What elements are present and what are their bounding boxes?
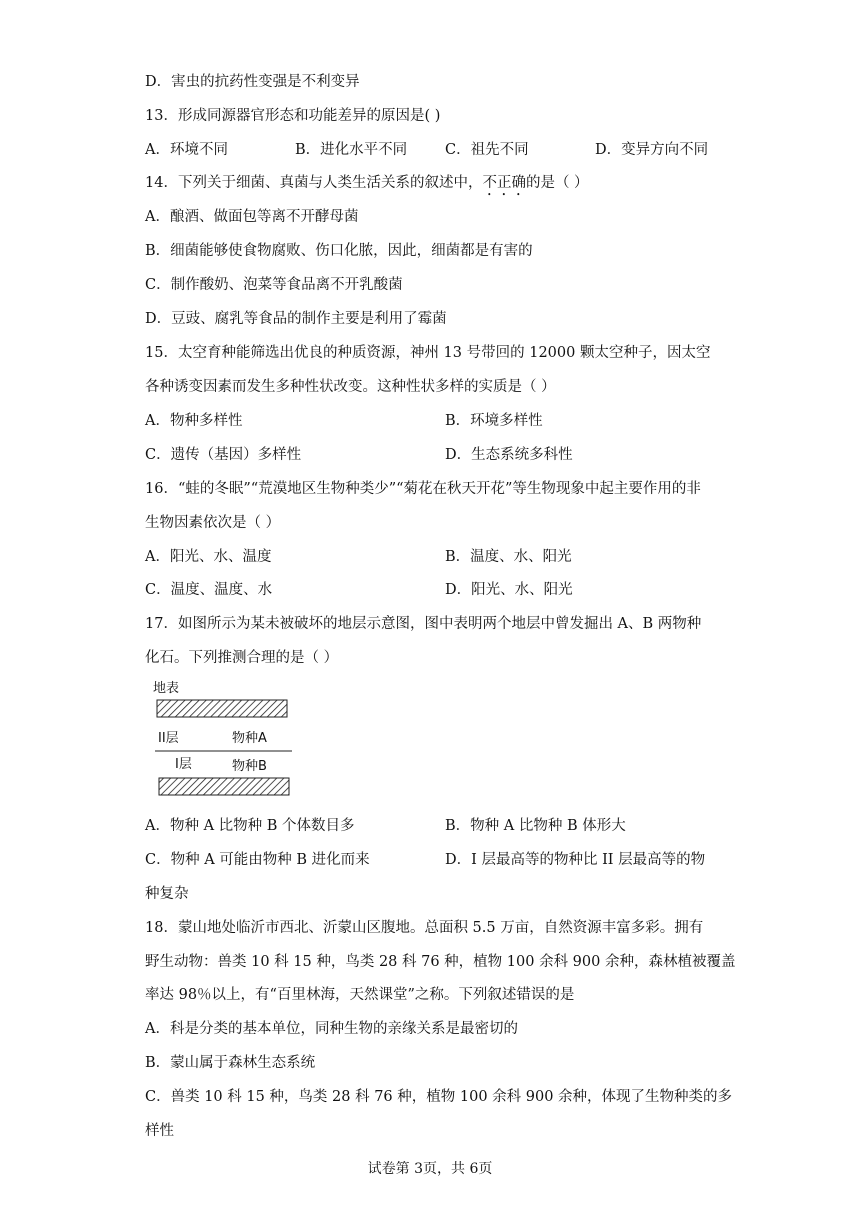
q18-option-c-line2: 样性 [145,1123,174,1139]
layer2-label: II层 [158,731,179,746]
q13-option-d: D．变异方向不同 [595,142,709,158]
q14-stem-emphasis: 不正确 [482,175,526,191]
q14-stem-before: 14．下列关于细菌、真菌与人类生活关系的叙述中， [145,175,483,191]
q15-option-b: B．环境多样性 [445,413,543,429]
q15-option-a: A．物种多样性 [145,413,243,429]
q17-option-c: C．物种 A 可能由物种 B 进化而来 [145,852,370,868]
q13-option-a: A．环境不同 [145,142,228,158]
q17-option-d-line1: D．I 层最高等的物种比 II 层最高等的物 [445,852,706,868]
surface-label: 地表 [153,681,180,696]
q16-stem-line2: 生物因素依次是（ ） [145,515,281,531]
q15-stem-line2: 各种诱变因素而发生多种性状改变。这种性状多样的实质是（ ） [145,379,556,395]
q14-option-d: D．豆豉、腐乳等食品的制作主要是利用了霉菌 [145,311,447,327]
q14-option-c: C．制作酸奶、泡菜等食品离不开乳酸菌 [145,277,403,293]
q18-option-b: B．蒙山属于森林生态系统 [145,1055,316,1071]
layer1-species: 物种B [232,759,267,774]
layer1-label: I层 [175,757,192,772]
q12-option-d: D．害虫的抗药性变强是不利变异 [145,74,360,90]
q13-option-b: B．进化水平不同 [295,142,408,158]
stratum-diagram-svg [150,678,300,800]
page-footer: 试卷第 3页，共 6页 [367,1161,493,1177]
q17-stem-line2: 化石。下列推测合理的是（ ） [145,650,339,666]
q18-stem-line1: 18．蒙山地处临沂市西北、沂蒙山区腹地。总面积 5.5 万亩，自然资源丰富多彩。拥有 [145,920,704,936]
layer2-species: 物种A [232,731,267,746]
q16-option-b: B．温度、水、阳光 [445,549,572,565]
q14-option-b: B．细菌能够使食物腐败、伤口化脓，因此，细菌都是有害的 [145,243,533,259]
q17-option-d-line2: 种复杂 [145,886,189,902]
q15-stem-line1: 15．太空育种能筛选出优良的种质资源，神州 13 号带回的 12000 颗太空种子，因太空 [145,345,711,361]
q18-option-c-line1: C．兽类 10 科 15 种，鸟类 28 科 76 种，植物 100 余科 900 余种，体现了生物种类的多 [145,1089,733,1105]
q18-stem-line3: 率达 98％以上，有“百里林海，天然课堂”之称。下列叙述错误的是 [145,987,575,1003]
q17-option-a: A．物种 A 比物种 B 个体数目多 [145,818,355,834]
q14-option-a: A．酿酒、做面包等离不开酵母菌 [145,209,359,225]
q17-option-b: B．物种 A 比物种 B 体形大 [445,818,626,834]
q16-option-c: C．温度、温度、水 [145,582,273,598]
q14-stem [145,173,589,199]
q18-option-a: A．科是分类的基本单位，同种生物的亲缘关系是最密切的 [145,1021,518,1037]
q16-option-a: A．阳光、水、温度 [145,549,272,565]
q13-option-c: C．祖先不同 [445,142,529,158]
q18-stem-line2: 野生动物：兽类 10 科 15 种，鸟类 28 科 76 种，植物 100 余科 900 余种，森林植被覆盖 [145,954,736,970]
stratum-diagram [150,678,300,800]
q16-stem-line1: 16．“蛙的冬眠”“荒漠地区生物种类少”“菊花在秋天开花”等生物现象中起主要作用的非 [145,481,701,497]
surface-hatched-band [157,700,287,717]
bottom-hatched-band [159,778,289,795]
q15-option-c: C．遗传（基因）多样性 [145,447,302,463]
q14-stem-after: 的是（ ） [525,175,589,191]
q15-option-d: D．生态系统多科性 [445,447,573,463]
q13-stem: 13．形成同源器官形态和功能差异的原因是( ) [145,108,441,124]
q16-option-d: D．阳光、水、阳光 [445,582,573,598]
q17-stem-line1: 17．如图所示为某未被破坏的地层示意图，图中表明两个地层中曾发掘出 A、B 两物种 [145,616,702,632]
